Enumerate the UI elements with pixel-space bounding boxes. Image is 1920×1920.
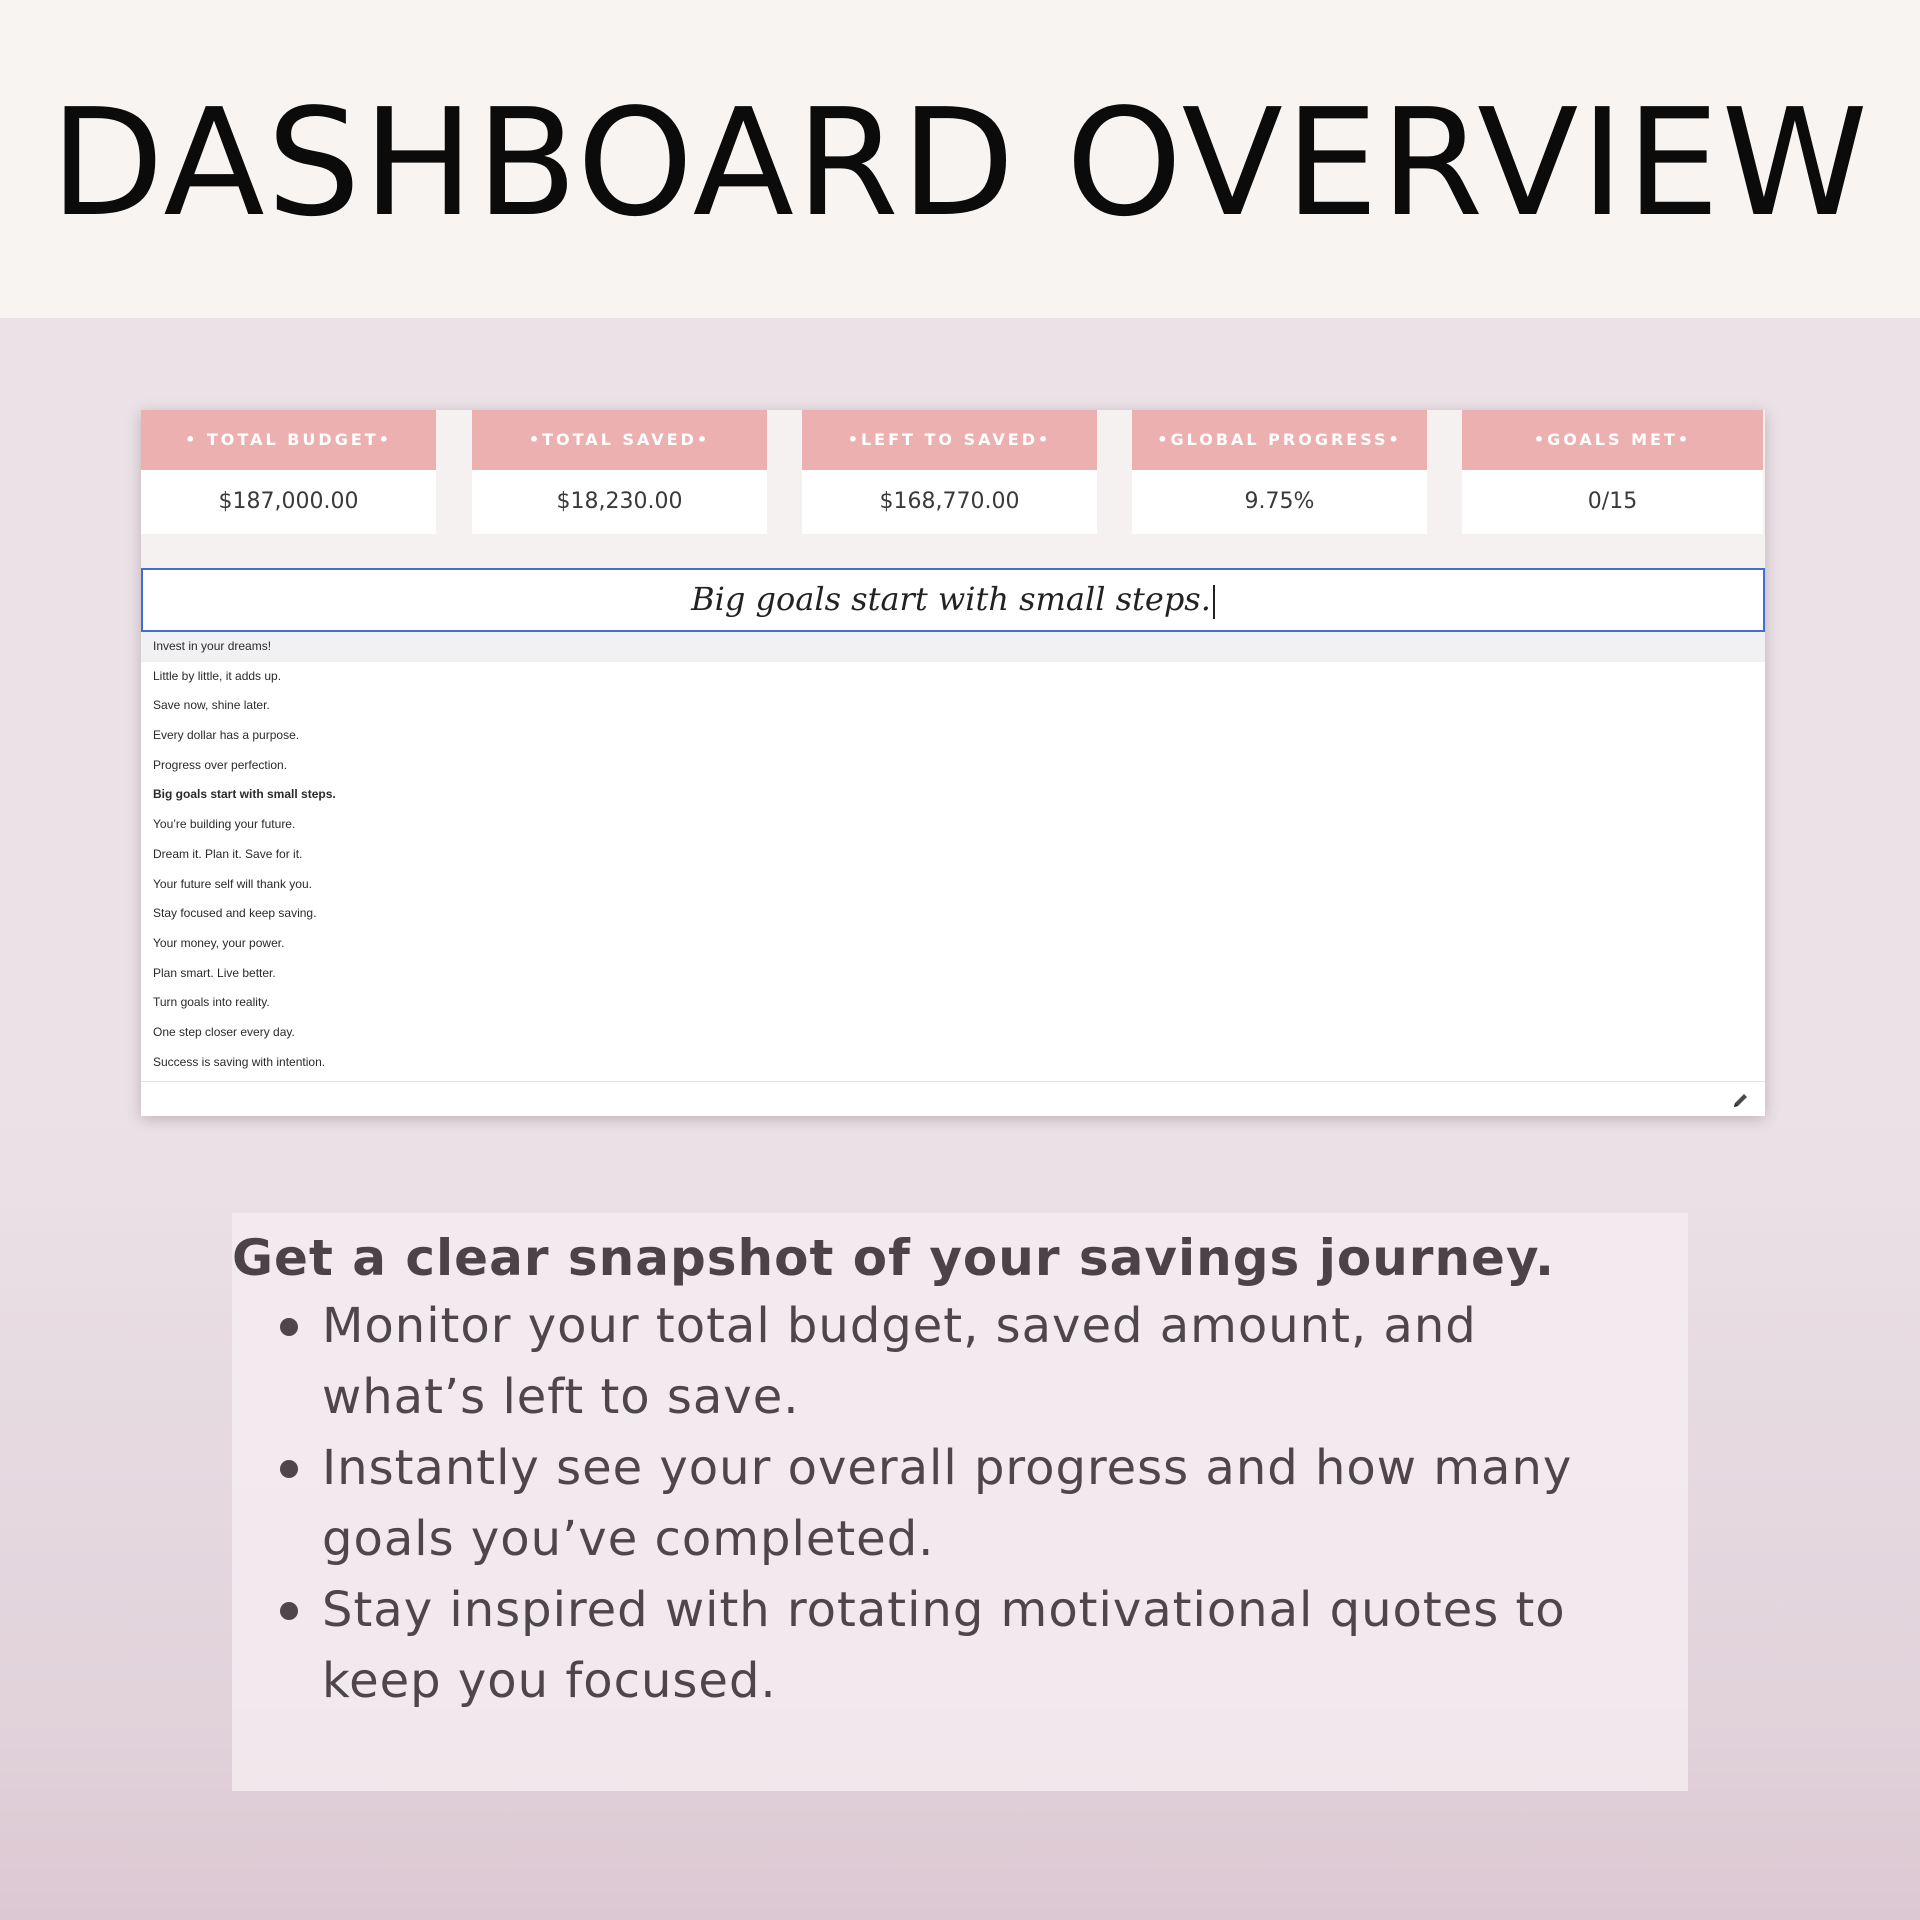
feature-bullet-line: keep you focused.: [322, 1653, 777, 1709]
kpi-label: •GOALS MET•: [1462, 410, 1763, 470]
pencil-icon[interactable]: [1731, 1090, 1751, 1110]
quote-cell-text: Big goals start with small steps.: [691, 580, 1211, 618]
quote-dropdown: [141, 632, 1765, 1116]
bullet-dot-icon: [280, 1460, 298, 1478]
feature-bullet-line: what’s left to save.: [322, 1369, 800, 1425]
text-cursor: [1213, 585, 1215, 619]
dropdown-option[interactable]: Little by little, it adds up.: [153, 668, 282, 683]
kpi-label: •GLOBAL PROGRESS•: [1132, 410, 1427, 470]
feature-bullet-line: Stay inspired with rotating motivational quotes to: [322, 1582, 1566, 1638]
description-heading: Get a clear snapshot of your savings journey.: [232, 1229, 1555, 1287]
dropdown-option[interactable]: Your money, your power.: [153, 935, 285, 950]
page-title: DASHBOARD OVERVIEW: [50, 77, 1870, 249]
feature-bullet: [322, 1433, 1652, 1575]
kpi-label: •LEFT TO SAVED•: [802, 410, 1097, 470]
feature-list: [322, 1291, 1652, 1717]
kpi-total-budget: [141, 410, 436, 534]
dropdown-option[interactable]: Your future self will thank you.: [153, 876, 312, 891]
kpi-value[interactable]: $18,230.00: [556, 489, 683, 514]
kpi-value[interactable]: $168,770.00: [879, 489, 1020, 514]
dropdown-option[interactable]: One step closer every day.: [153, 1024, 295, 1039]
quote-cell-selected[interactable]: [141, 568, 1765, 632]
bullet-dot-icon: [280, 1318, 298, 1336]
kpi-total-saved: [472, 410, 767, 534]
dropdown-option[interactable]: Save now, shine later.: [153, 698, 270, 713]
feature-bullet-line: Instantly see your overall progress and how many: [322, 1440, 1573, 1496]
spreadsheet-panel: [141, 410, 1765, 1116]
kpi-label: •TOTAL SAVED•: [472, 410, 767, 470]
kpi-goals-met: [1462, 410, 1763, 534]
kpi-label: • TOTAL BUDGET•: [141, 410, 436, 470]
dropdown-option[interactable]: Success is saving with intention.: [153, 1054, 326, 1069]
dropdown-option[interactable]: Dream it. Plan it. Save for it.: [153, 846, 303, 861]
dropdown-option[interactable]: Stay focused and keep saving.: [153, 906, 317, 921]
kpi-global-progress: [1132, 410, 1427, 534]
dropdown-option[interactable]: Turn goals into reality.: [153, 995, 270, 1010]
feature-bullet-line: Monitor your total budget, saved amount, and: [322, 1298, 1477, 1354]
description-box: [232, 1213, 1688, 1791]
feature-bullet-line: goals you’ve completed.: [322, 1511, 935, 1567]
bullet-dot-icon: [280, 1602, 298, 1620]
dropdown-option[interactable]: Progress over perfection.: [153, 757, 288, 772]
dropdown-footer: [141, 1081, 1765, 1116]
kpi-value[interactable]: $187,000.00: [218, 489, 359, 514]
feature-bullet: [322, 1575, 1652, 1717]
dropdown-option[interactable]: You’re building your future.: [153, 817, 296, 832]
dropdown-option[interactable]: Invest in your dreams!: [141, 632, 1765, 662]
feature-bullet: [322, 1291, 1652, 1433]
dropdown-option[interactable]: Every dollar has a purpose.: [153, 728, 300, 743]
kpi-left-to-save: [802, 410, 1097, 534]
dropdown-option[interactable]: Big goals start with small steps.: [153, 787, 336, 802]
kpi-value[interactable]: 9.75%: [1244, 489, 1315, 514]
dropdown-option-list: [141, 632, 1765, 1077]
dropdown-option[interactable]: Plan smart. Live better.: [153, 965, 276, 980]
kpi-value[interactable]: 0/15: [1587, 489, 1638, 514]
